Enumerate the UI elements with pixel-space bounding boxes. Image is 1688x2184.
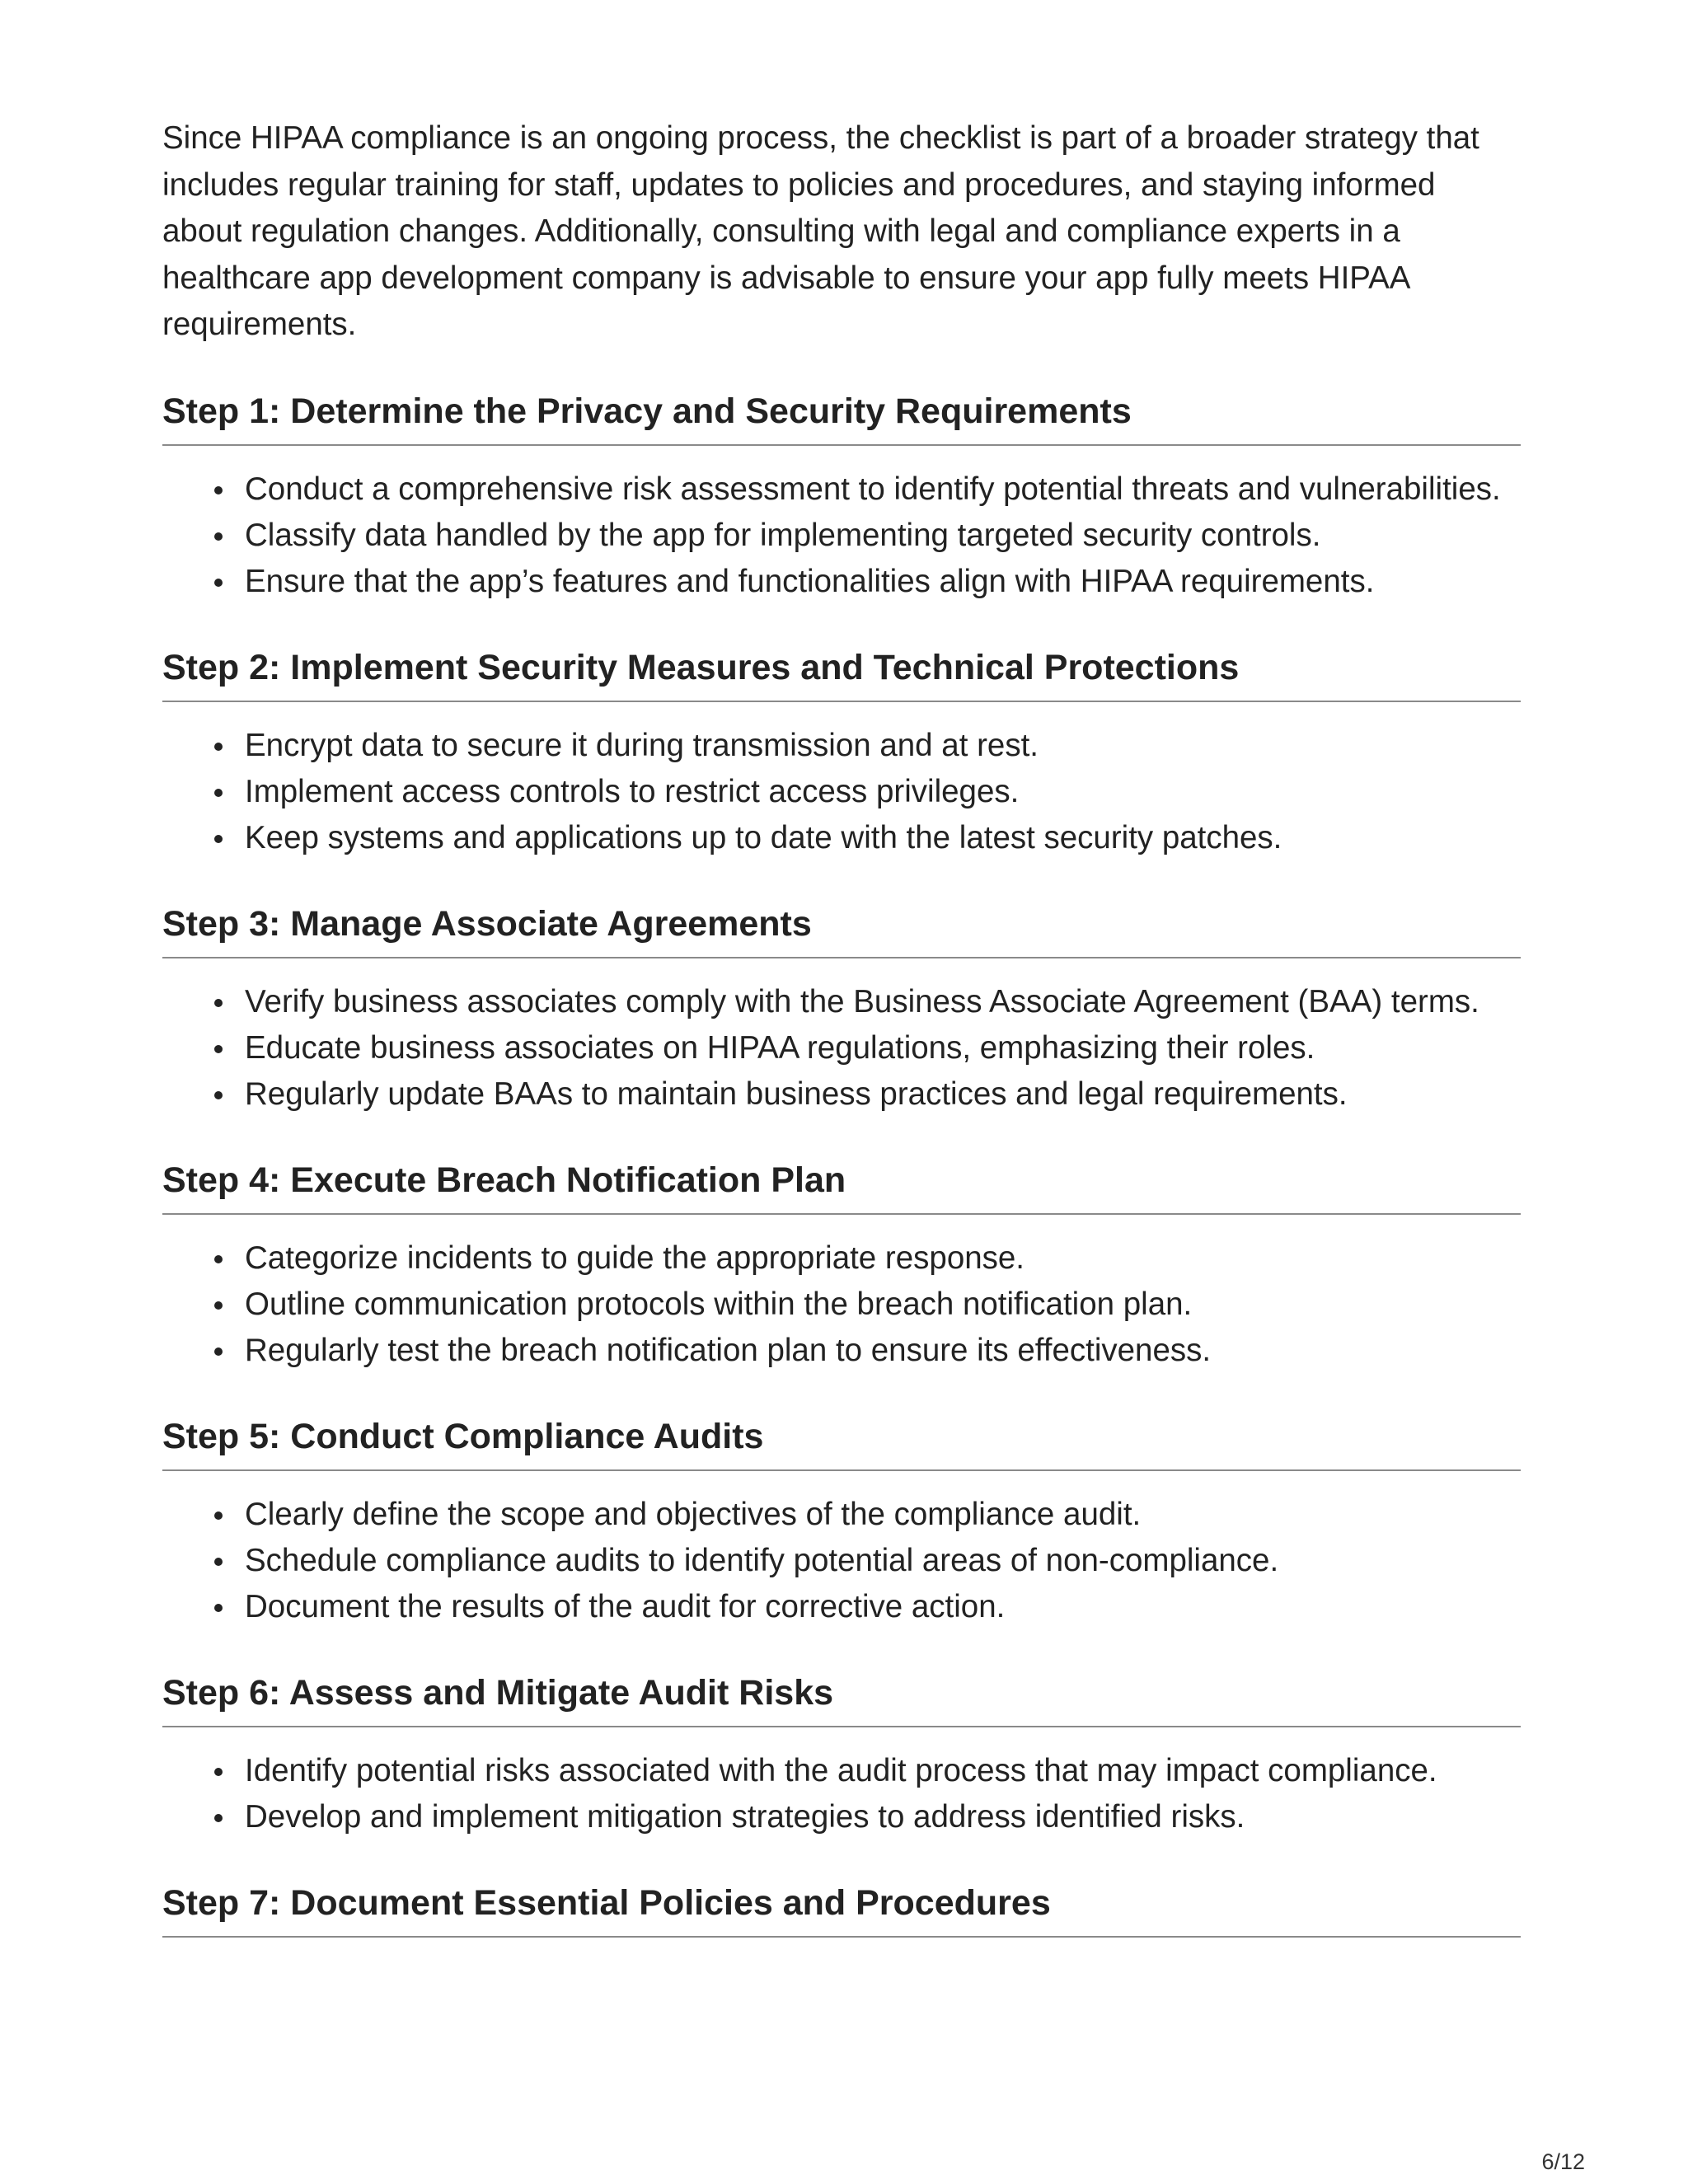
bullet-icon <box>214 1814 223 1822</box>
bullet-icon <box>214 1604 223 1612</box>
bullet-icon <box>214 835 223 843</box>
list-item: Regularly test the breach notification plan to ensure its effectiveness. <box>245 1328 1521 1374</box>
list-item: Educate business associates on HIPAA regulations, emphasizing their roles. <box>245 1025 1521 1071</box>
step-4-list <box>162 1235 1521 1374</box>
bullet-icon <box>214 1255 223 1263</box>
bullet-icon <box>214 1301 223 1310</box>
bullet-icon <box>214 579 223 587</box>
bullet-icon <box>214 1045 223 1053</box>
intro-paragraph: Since HIPAA compliance is an ongoing process, the checklist is part of a broader strategy that includes regular training for staff, updates to policies and procedures, and staying informed about regulation changes. Additionally, consulting with legal and compliance experts in a healthcare app development company is advisable to ensure your app fully meets HIPAA requirements. <box>162 120 1479 342</box>
step-1-list <box>162 466 1521 605</box>
bullet-icon <box>214 1091 223 1099</box>
step-6-section <box>162 1671 1521 1840</box>
step-7-section <box>162 1882 1521 1938</box>
step-1-section <box>162 390 1521 605</box>
list-item: Identify potential risks associated with the audit process that may impact compliance. <box>245 1748 1521 1794</box>
step-6-heading: Step 6: Assess and Mitigate Audit Risks <box>162 1671 1521 1727</box>
list-item: Categorize incidents to guide the appropriate response. <box>245 1235 1521 1282</box>
list-item: Keep systems and applications up to date with the latest security patches. <box>245 815 1521 861</box>
list-item: Ensure that the app’s features and functionalities align with HIPAA requirements. <box>245 559 1521 605</box>
page-number: 6/12 <box>1541 2149 1585 2174</box>
step-3-heading: Step 3: Manage Associate Agreements <box>162 902 1521 958</box>
document-body <box>162 115 1521 1938</box>
step-1-heading: Step 1: Determine the Privacy and Security Requirements <box>162 390 1521 446</box>
step-3-list <box>162 979 1521 1118</box>
step-4-section <box>162 1159 1521 1374</box>
list-item: Verify business associates comply with the Business Associate Agreement (BAA) terms. <box>245 979 1521 1025</box>
step-5-list <box>162 1492 1521 1630</box>
bullet-icon <box>214 1768 223 1776</box>
list-item: Implement access controls to restrict access privileges. <box>245 769 1521 815</box>
bullet-icon <box>214 532 223 541</box>
step-5-section <box>162 1415 1521 1630</box>
step-4-heading: Step 4: Execute Breach Notification Plan <box>162 1159 1521 1215</box>
bullet-icon <box>214 999 223 1007</box>
list-item: Schedule compliance audits to identify potential areas of non-compliance. <box>245 1538 1521 1584</box>
bullet-icon <box>214 1558 223 1566</box>
bullet-icon <box>214 1511 223 1520</box>
list-item: Outline communication protocols within the breach notification plan. <box>245 1282 1521 1328</box>
step-2-section <box>162 646 1521 861</box>
bullet-icon <box>214 743 223 751</box>
step-2-heading: Step 2: Implement Security Measures and Technical Protections <box>162 646 1521 702</box>
step-6-list <box>162 1748 1521 1840</box>
step-7-heading: Step 7: Document Essential Policies and Procedures <box>162 1882 1521 1938</box>
step-5-heading: Step 5: Conduct Compliance Audits <box>162 1415 1521 1471</box>
list-item: Clearly define the scope and objectives of the compliance audit. <box>245 1492 1521 1538</box>
step-3-section <box>162 902 1521 1118</box>
list-item: Regularly update BAAs to maintain business practices and legal requirements. <box>245 1071 1521 1118</box>
list-item: Document the results of the audit for corrective action. <box>245 1584 1521 1630</box>
list-item: Encrypt data to secure it during transmission and at rest. <box>245 723 1521 769</box>
bullet-icon <box>214 789 223 797</box>
step-2-list <box>162 723 1521 861</box>
bullet-icon <box>214 1347 223 1356</box>
list-item: Develop and implement mitigation strategies to address identified risks. <box>245 1794 1521 1840</box>
bullet-icon <box>214 486 223 494</box>
list-item: Classify data handled by the app for implementing targeted security controls. <box>245 513 1521 559</box>
list-item: Conduct a comprehensive risk assessment to identify potential threats and vulnerabilities. <box>245 466 1521 513</box>
